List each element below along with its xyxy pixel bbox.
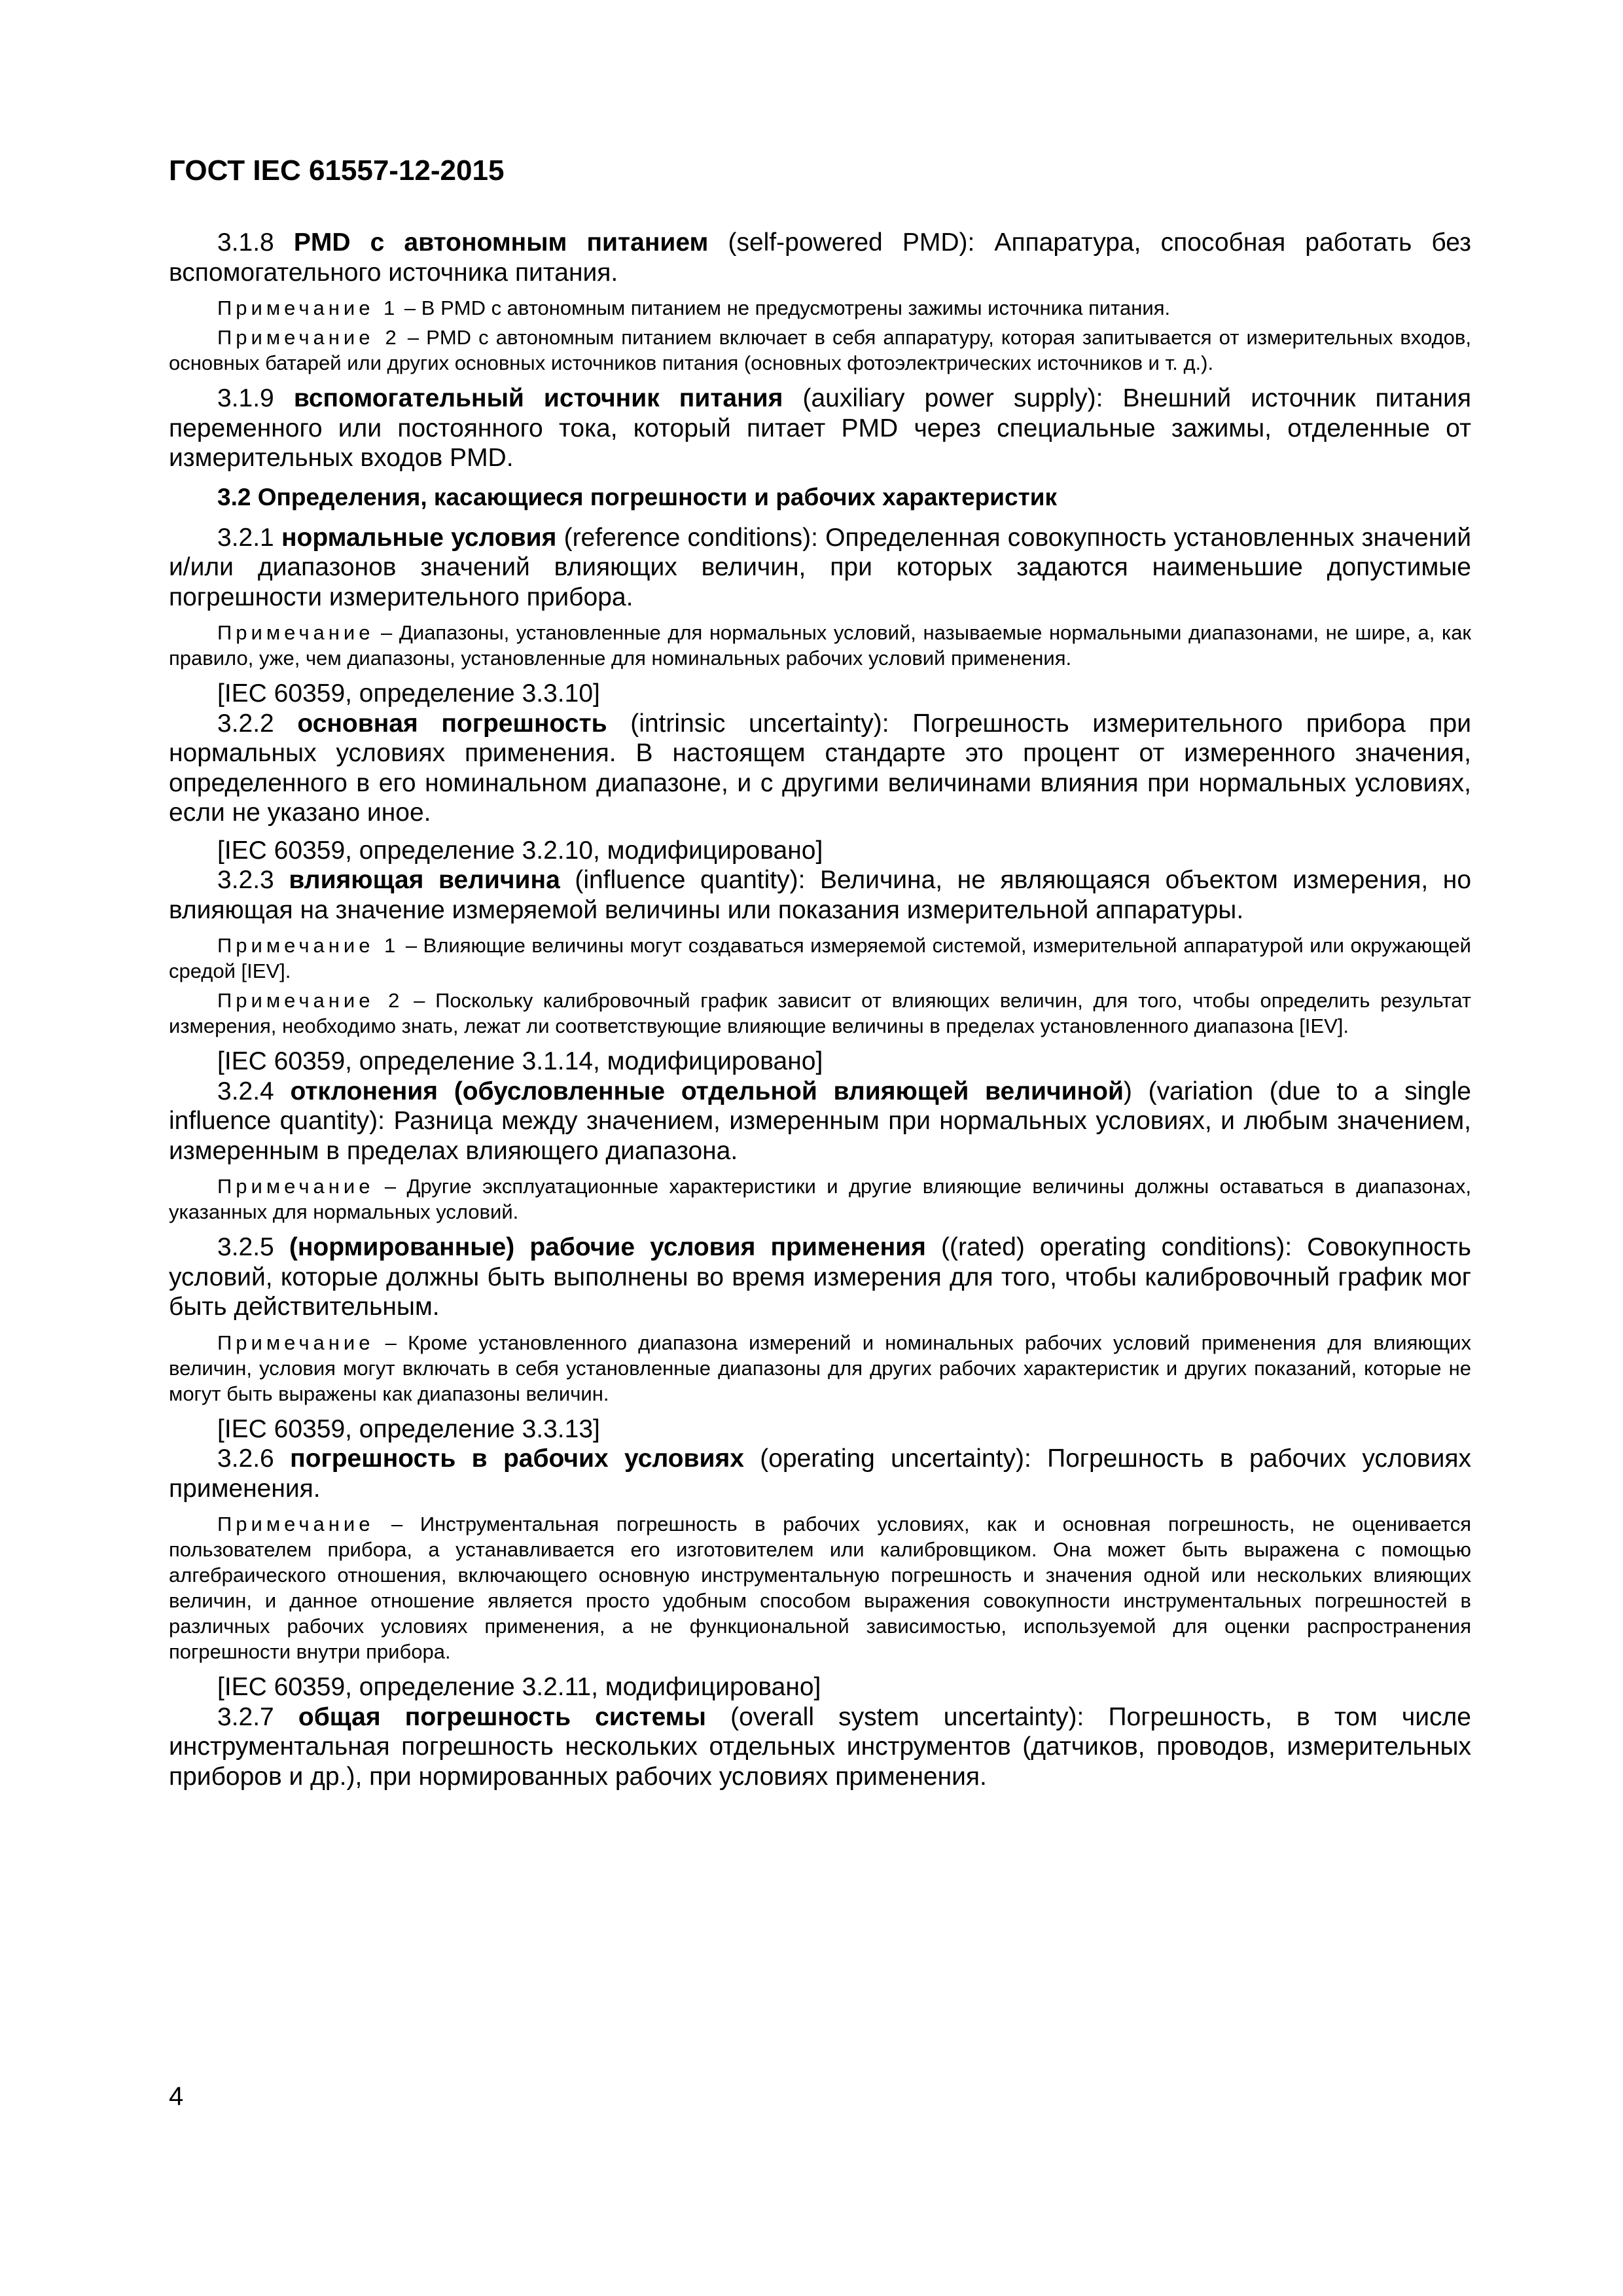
reference-3-2-3: [IEC 60359, определение 3.1.14, модифицировано] bbox=[217, 1047, 823, 1075]
definition-3-2-5 bbox=[169, 1232, 1471, 1322]
note-text: – Другие эксплуатационные характеристики и другие влияющие величины должны оставаться в диапазонах, указанных для нормальных условий. bbox=[169, 1175, 1471, 1223]
definition-text: (auxiliary power supply): Внешний источник питания переменного или постоянного тока, который питает PMD через специальные зажимы, отделенные от измерительных входов PMD. bbox=[169, 384, 1471, 472]
definition-3-2-3 bbox=[169, 865, 1471, 925]
definition-text: (influence quantity): Величина, не являющаяся объектом измерения, но влияющая на значение измеряемой величины или показания измерительной аппаратуры. bbox=[169, 866, 1472, 924]
definition-text: ((rated) operating conditions): Совокупность условий, которые должны быть выполнены во время измерения для того, чтобы калибровочный график мог быть действительным. bbox=[169, 1233, 1471, 1321]
definition-text: (reference conditions): Определенная совокупность установленных значений и/или диапазонов значений влияющих величин, при которых задаются наименьшие допустимые погрешности измерительного прибора. bbox=[169, 523, 1471, 611]
term: (нормированные) рабочие условия применения bbox=[289, 1233, 926, 1261]
clause-number: 3.2.2 bbox=[217, 709, 274, 738]
term: вспомогательный источник питания bbox=[293, 384, 783, 412]
term: влияющая величина bbox=[289, 866, 560, 894]
note-3-2-3-2 bbox=[169, 988, 1471, 1039]
clause-number: 3.2.6 bbox=[217, 1444, 274, 1473]
clause-number: 3.2.1 bbox=[217, 523, 274, 552]
section-3-2-title: 3.2 Определения, касающиеся погрешности и рабочих характеристик bbox=[217, 483, 1057, 511]
note-text: – Инструментальная погрешность в рабочих условиях, как и основная погрешность, не оценивается пользователем прибора, а устанавливается его изготовителем или калибровщиком. Она может быть выражена с помощью алгебраического отношения, включающего основную инструментальную погрешность и значения одной или нескольких влияющих величин, и данное отношение является просто удобным способом выражения совокупности инструментальных погрешностей в различных рабочих условиях применения, а не функциональной зависимостью, используемой для оценки распространения погрешности внутри прибора. bbox=[169, 1513, 1471, 1663]
term: PMD с автономным питанием bbox=[293, 228, 709, 257]
note-text: – Поскольку калибровочный график зависит от влияющих величин, для того, чтобы определить результат измерения, необходимо знать, лежат ли соответствующие влияющие величины в пределах установленного диапазона [IEV]. bbox=[169, 989, 1471, 1037]
reference-3-2-6: [IEC 60359, определение 3.2.11, модифицировано] bbox=[217, 1673, 821, 1701]
note-text: – Кроме установленного диапазона измерений и номинальных рабочих условий применения для влияющих величин, условия могут включать в себя установленные диапазоны для других рабочих характеристик и других показаний, которые не могут быть выражены как диапазоны величин. bbox=[169, 1331, 1471, 1405]
term: отклонения (обусловленные отдельной влияющей величиной bbox=[290, 1077, 1124, 1105]
note-label: Примечание bbox=[217, 621, 374, 644]
note-label: Примечание 1 bbox=[217, 296, 399, 319]
reference-3-2-5: [IEC 60359, определение 3.3.13] bbox=[217, 1414, 600, 1443]
note-label: Примечание 2 bbox=[217, 989, 404, 1012]
term: нормальные условия bbox=[281, 523, 557, 552]
definition-3-1-8 bbox=[169, 228, 1471, 287]
clause-number: 3.2.4 bbox=[217, 1077, 274, 1105]
note-3-2-1 bbox=[169, 620, 1471, 671]
definition-3-2-4 bbox=[169, 1077, 1471, 1166]
note-label: Примечание 2 bbox=[217, 326, 401, 349]
note-3-1-8-1 bbox=[169, 295, 1471, 321]
clause-number: 3.2.3 bbox=[217, 866, 274, 894]
reference-3-2-2: [IEC 60359, определение 3.2.10, модифицировано] bbox=[217, 836, 823, 865]
clause-number: 3.1.9 bbox=[217, 384, 274, 412]
standard-code-header: ГОСТ IEC 61557-12-2015 bbox=[169, 154, 505, 187]
definition-3-2-7 bbox=[169, 1702, 1471, 1792]
definition-text: (self-powered PMD): Аппаратура, способная работать без вспомогательного источника питания. bbox=[169, 228, 1471, 287]
note-3-2-6 bbox=[169, 1511, 1471, 1664]
note-3-2-4 bbox=[169, 1174, 1471, 1225]
page-number: 4 bbox=[169, 2082, 184, 2111]
reference-3-2-1: [IEC 60359, определение 3.3.10] bbox=[217, 679, 600, 708]
term: общая погрешность системы bbox=[298, 1702, 706, 1731]
note-text: – В PMD с автономным питанием не предусмотрены зажимы источника питания. bbox=[404, 296, 1171, 319]
note-label: Примечание bbox=[217, 1513, 374, 1535]
definition-text: ) (variation (due to a single influence quantity): Разница между значением, измеренным при нормальных условиях, и любым значением, измеренным в пределах влияющего диапазона. bbox=[169, 1077, 1471, 1165]
definition-3-2-1 bbox=[169, 523, 1471, 613]
clause-number: 3.2.5 bbox=[217, 1233, 274, 1261]
note-text: – Влияющие величины могут создаваться измеряемой системой, измерительной аппаратурой или окружающей средой [IEV]. bbox=[169, 934, 1471, 982]
note-label: Примечание bbox=[217, 1331, 374, 1354]
note-3-1-8-2 bbox=[169, 325, 1471, 376]
definition-text: (overall system uncertainty): Погрешность, в том числе инструментальная погрешность нескольких отдельных инструментов (датчиков, проводов, измерительных приборов и др.), при нормированных рабочих условиях применения. bbox=[169, 1702, 1471, 1791]
note-label: Примечание 1 bbox=[217, 934, 400, 957]
note-label: Примечание bbox=[217, 1175, 374, 1198]
definition-text: (intrinsic uncertainty): Погрешность измерительного прибора при нормальных условиях применения. В настоящем стандарте это процент от измеренного значения, определенного в его номинальном диапазоне, и с другими величинами влияния при нормальных условиях, если не указано иное. bbox=[169, 709, 1471, 827]
definition-3-2-2 bbox=[169, 709, 1471, 828]
term: основная погрешность bbox=[297, 709, 607, 738]
document-body bbox=[169, 228, 1471, 1799]
definition-3-2-6 bbox=[169, 1444, 1471, 1503]
clause-number: 3.2.7 bbox=[217, 1702, 274, 1731]
note-3-2-5 bbox=[169, 1330, 1471, 1407]
definition-3-1-9 bbox=[169, 384, 1471, 473]
term: погрешность в рабочих условиях bbox=[290, 1444, 744, 1473]
note-text: – PMD с автономным питанием включает в себя аппаратуру, которая запитывается от измерительных входов, основных батарей или других основных источников питания (основных фотоэлектрических источников и т. д.). bbox=[169, 326, 1471, 374]
definition-text: (operating uncertainty): Погрешность в рабочих условиях применения. bbox=[169, 1444, 1471, 1503]
clause-number: 3.1.8 bbox=[217, 228, 274, 257]
note-text: – Диапазоны, установленные для нормальных условий, называемые нормальными диапазонами, не шире, а, как правило, уже, чем диапазоны, установленные для номинальных рабочих условий применения. bbox=[169, 621, 1471, 670]
note-3-2-3-1 bbox=[169, 933, 1471, 984]
